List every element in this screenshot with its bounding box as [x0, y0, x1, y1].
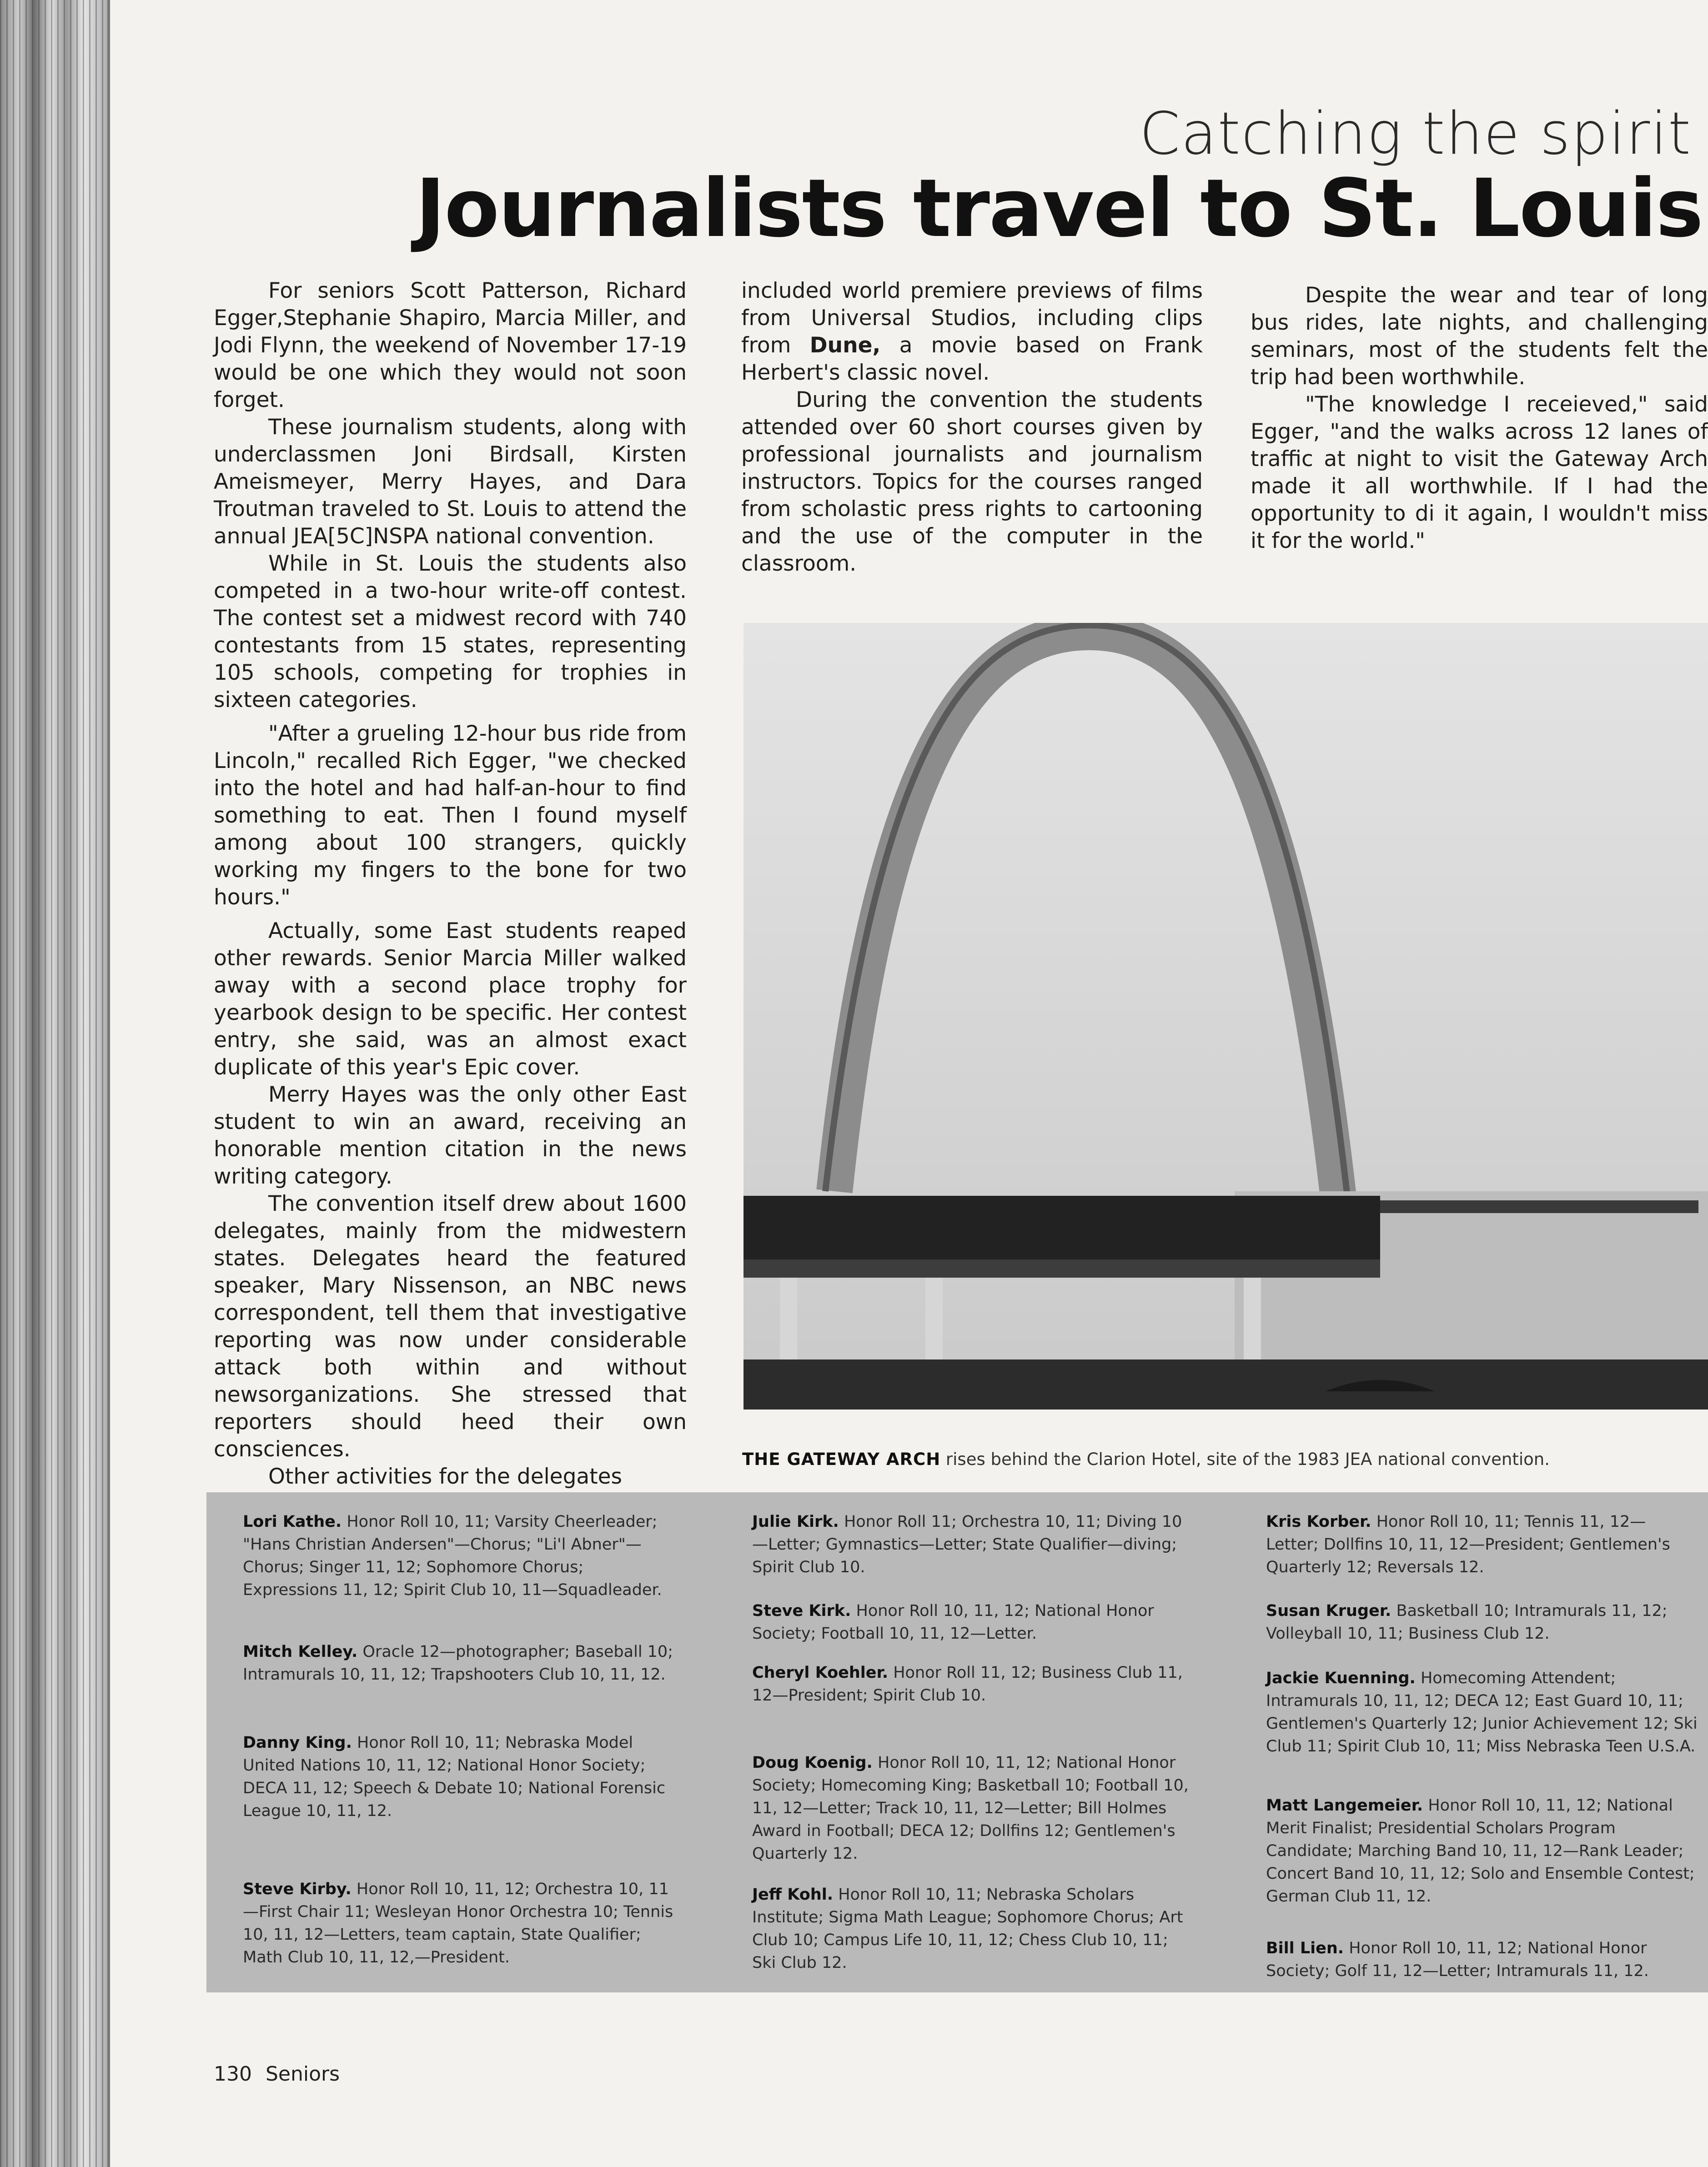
article-paragraph: While in St. Louis the students also competed in a two-hour write-off contest. The contest set a midwest record with 740 contestants from 15 states, representing 105 schools, competing for trophies in sixteen categories. [214, 551, 687, 712]
page-edge [107, 0, 110, 2167]
senior-bios-panel [206, 1492, 1708, 1992]
bio-name: Steve Kirby. [243, 1880, 352, 1898]
bio-entry [752, 1883, 1189, 1974]
film-title: Dune, [809, 333, 881, 358]
article-column-2 [741, 277, 1203, 577]
bio-text: Homecoming Attendent; Intramurals 10, 11, 12; DECA 12; East Guard 10, 11; Gentlemen's Quarterly 12; Junior Achievement 12; Ski Club 11; Spirit Club 10, 11; Miss Nebraska Teen U.S.A. [1266, 1669, 1698, 1756]
bio-text: Basketball 10; Intramurals 11, 12; Volleyball 10, 11; Business Club 12. [1266, 1602, 1668, 1643]
bio-name: Cheryl Koehler. [752, 1664, 889, 1682]
article-paragraph: Merry Hayes was the only other East student to win an award, receiving an honorable mention citation in the news writing category. [214, 1082, 687, 1189]
bio-entry [243, 1640, 679, 1686]
article-paragraph: These journalism students, along with underclassmen Joni Birdsall, Kirsten Ameismeyer, Merry Hayes, and Dara Troutman traveled to St. Louis to attend the annual JEA[5C]NSPA national convention. [214, 415, 687, 549]
bio-name: Doug Koenig. [752, 1754, 873, 1772]
kicker-title: Catching the spirit [1139, 100, 1692, 168]
bio-text: Honor Roll 10, 11; Tennis 11, 12—Letter; Dollfins 10, 11, 12—President; Gentlemen's Quarterly 12; Reversals 12. [1266, 1513, 1670, 1576]
bio-name: Julie Kirk. [752, 1513, 839, 1531]
article-paragraph: Actually, some East students reaped other rewards. Senior Marcia Miller walked away with a second place trophy for yearbook design to be specific. Her contest entry, she said, was an almost exact duplicate of this year's Epic cover. [214, 918, 687, 1080]
bio-name: Mitch Kelley. [243, 1643, 358, 1661]
bio-text: Oracle 12—photographer; Baseball 10; Intramurals 10, 11, 12; Trapshooters Club 10, 11, 12. [243, 1643, 673, 1684]
caption-lead: THE GATEWAY ARCH [742, 1450, 941, 1469]
article-paragraph: Other activities for the delegates [268, 1464, 623, 1489]
bio-text: Honor Roll 10, 11, 12; National Merit Finalist; Presidential Scholars Program Candidate; Marching Band 10, 11, 12—Rank Leader; Concert Band 10, 11, 12; Solo and Ensemble Contest; German Club 11, 12. [1266, 1796, 1695, 1906]
article-paragraph: For seniors Scott Patterson, Richard Egger,Stephanie Shapiro, Marcia Miller, and Jodi Flynn, the weekend of November 17-19 would be one which they would not soon forget. [214, 278, 687, 412]
bio-text: Honor Roll 10, 11; Nebraska Scholars Institute; Sigma Math League; Sophomore Chorus; Art Club 10; Campus Life 10, 11, 12; Chess Club 10, 11; Ski Club 12. [752, 1886, 1183, 1972]
bio-text: Honor Roll 10, 11, 12; National Honor Society; Football 10, 11, 12—Letter. [752, 1602, 1154, 1643]
article-column-3 [1251, 282, 1708, 555]
bio-name: Jeff Kohl. [752, 1886, 834, 1904]
bio-entry [243, 1878, 679, 1969]
article-paragraph: "After a grueling 12-hour bus ride from Lincoln," recalled Rich Egger, "we checked into the hotel and had half-an-hour to find something to eat. Then I found myself among about 100 strangers, quickly working my fingers to the bone for two hours." [214, 721, 687, 910]
bio-name: Danny King. [243, 1734, 352, 1752]
section-name: Seniors [265, 2062, 340, 2086]
bio-entry [243, 1731, 679, 1822]
bio-entry [1266, 1937, 1698, 1982]
bio-entry [1266, 1600, 1698, 1645]
bio-text: Honor Roll 10, 11; Varsity Cheerleader; "Hans Christian Andersen"—Chorus; "Li'l Abner"—Chorus; Singer 11, 12; Sophomore Chorus; Expressions 11, 12; Spirit Club 10, 11—Squadleader. [243, 1513, 662, 1599]
gateway-arch-photo [743, 623, 1708, 1410]
bio-entry [1266, 1510, 1698, 1579]
bio-name: Bill Lien. [1266, 1939, 1344, 1957]
bio-entry [752, 1661, 1189, 1707]
article-paragraph: The convention itself drew about 1600 delegates, mainly from the midwestern states. Delegates heard the featured speaker, Mary Nissenson, an NBC news correspondent, tell them that investigative reporting was now under considerable attack both within and without newsorganizations. She stressed that reporters should heed their own consciences. [214, 1191, 687, 1462]
bio-entry [1266, 1794, 1698, 1908]
photo-caption [742, 1450, 1550, 1469]
bio-name: Matt Langemeier. [1266, 1796, 1423, 1815]
article-text: included world premiere previews of films from Universal Studios, including clips from [741, 278, 1203, 358]
article-paragraph: Despite the wear and tear of long bus rides, late nights, and challenging seminars, most of the students felt the trip had been worthwhile. [1251, 283, 1708, 390]
bio-name: Steve Kirk. [752, 1602, 851, 1620]
article-paragraph: During the convention the students attended over 60 short courses given by professional journalists and journalism instructors. Topics for the courses ranged from scholastic press rights to cartooning and the use of the computer in the classroom. [741, 387, 1203, 576]
bio-entry [243, 1510, 679, 1601]
headline: Journalists travel to St. Louis [415, 162, 1703, 255]
bio-text: Honor Roll 11; Orchestra 10, 11; Diving 10—Letter; Gymnastics—Letter; State Qualifier—diving; Spirit Club 10. [752, 1513, 1182, 1576]
bio-name: Jackie Kuenning. [1266, 1669, 1416, 1687]
page-number: 130 [214, 2062, 252, 2086]
bio-name: Lori Kathe. [243, 1513, 342, 1531]
bio-entry [752, 1510, 1189, 1579]
article-text: a movie based on Frank Herbert's classic novel. [741, 333, 1203, 385]
bio-text: Honor Roll 10, 11, 12; Orchestra 10, 11—First Chair 11; Wesleyan Honor Orchestra 10; Tennis 10, 11, 12—Letters, team captain, State Qualifier; Math Club 10, 11, 12,—President. [243, 1880, 673, 1966]
bio-entry [752, 1751, 1189, 1865]
article-paragraph: "The knowledge I receieved," said Egger, "and the walks across 12 lanes of traffic at night to visit the Gateway Arch made it all worthwhile. If I had the opportunity to di it again, I wouldn't miss it for the world." [1251, 392, 1708, 553]
bio-name: Kris Korber. [1266, 1513, 1371, 1531]
article-column-1 [214, 277, 687, 1490]
caption-text: rises behind the Clarion Hotel, site of the 1983 JEA national convention. [940, 1450, 1550, 1469]
bio-text: Honor Roll 10, 11; Nebraska Model United Nations 10, 11, 12; National Honor Society; DECA 11, 12; Speech & Debate 10; National Forensic League 10, 11, 12. [243, 1734, 666, 1820]
page-stack-lines [0, 0, 107, 2167]
bio-text: Honor Roll 10, 11, 12; National Honor Society; Golf 11, 12—Letter; Intramurals 11, 12. [1266, 1939, 1649, 1980]
bio-text: Honor Roll 10, 11, 12; National Honor Society; Homecoming King; Basketball 10; Football 10, 11, 12—Letter; Track 10, 11, 12—Letter; Bill Holmes Award in Football; DECA 12; Dollfins 12; Gentlemen's Quarterly 12. [752, 1754, 1189, 1863]
arch-photo-illustration [743, 623, 1708, 1410]
bio-entry [752, 1600, 1189, 1645]
bio-name: Susan Kruger. [1266, 1602, 1392, 1620]
bio-text: Honor Roll 11, 12; Business Club 11, 12—President; Spirit Club 10. [752, 1664, 1183, 1705]
bio-entry [1266, 1667, 1698, 1758]
page-folio [214, 2062, 353, 2086]
article-paragraph [741, 277, 1203, 386]
